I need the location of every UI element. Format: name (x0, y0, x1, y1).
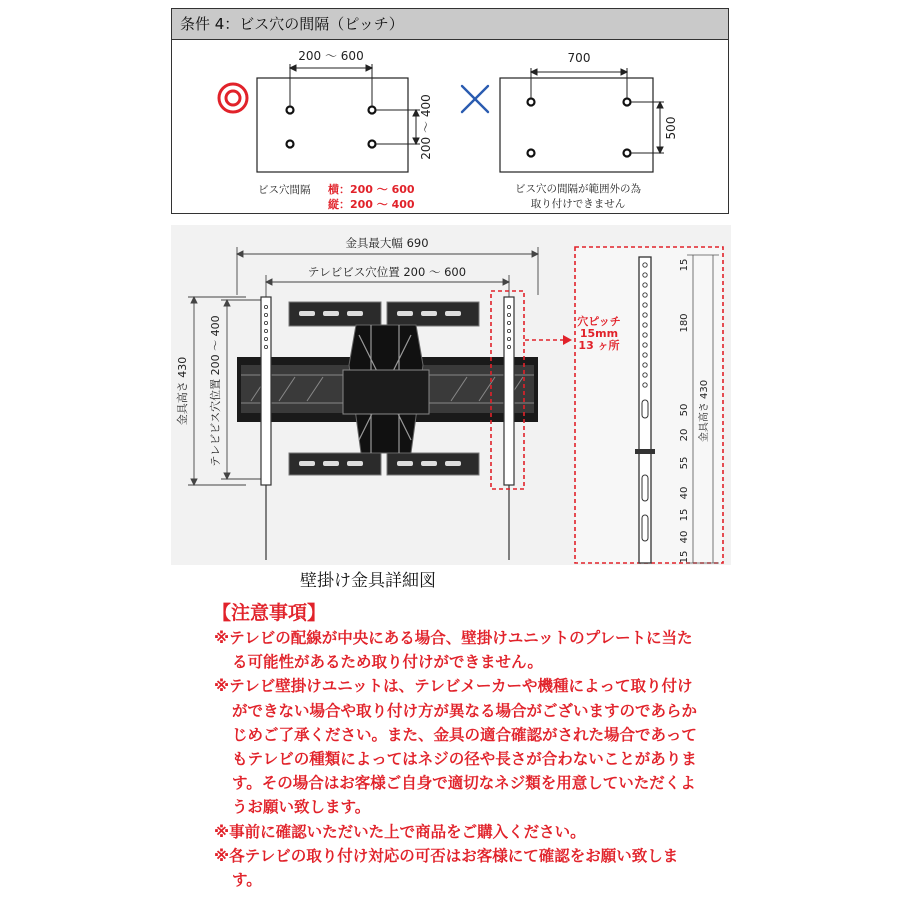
arm-height-label: 金具高さ 430 (699, 379, 710, 443)
good-caption-v: 縦：200 ～ 400 (328, 198, 415, 211)
arm-dim-1: 15 (679, 258, 690, 272)
bad-caption-line1: ビス穴の間隔が範囲外の為 (515, 183, 641, 195)
caution-list (214, 626, 704, 892)
pitch-label-2: 15mm (579, 327, 619, 340)
condition-header: 条件 4：ビス穴の間隔（ピッチ） (172, 9, 728, 40)
caution-item: ※テレビ壁掛けユニットは、テレビメーカーや機種によって取り付けができない場合や取り付け方が異なる場合がございますのであらかじめご了承ください。また、金具の適合確認がされた場合であってもテレビの種類によってはネジの径や長さが合わないことがあります。その場合はお客様ご自身で適切なネジ類を用意していただくようお願い致します。 (214, 677, 698, 817)
height-label: 金具高さ 430 (176, 356, 189, 426)
mount-detail-diagram (171, 225, 731, 565)
pitch-label-3: 13 ヶ所 (578, 339, 620, 352)
arm-dim-9: 15 (679, 550, 690, 564)
arm-dim-4: 20 (679, 428, 690, 442)
good-h-dim: 200 ～ 600 (298, 49, 364, 63)
good-plate (257, 78, 408, 172)
good-v-dim: 200 ～ 400 (419, 94, 433, 160)
ng-cross-icon (462, 86, 488, 112)
bad-v-dim: 500 (664, 116, 678, 140)
arm-dim-3: 50 (679, 403, 690, 417)
arm-dim-6: 40 (679, 486, 690, 500)
tv-hole-vpos-label: テレビビス穴位置 200 ～ 400 (209, 315, 222, 467)
condition-panel (171, 8, 729, 214)
good-caption-label: ビス穴間隔 (258, 184, 311, 196)
ok-mark-icon (219, 84, 247, 112)
arm-dim-2: 180 (679, 313, 690, 333)
pitch-label-1: 穴ピッチ (577, 315, 621, 328)
caution-title: 【注意事項】 (212, 602, 327, 624)
arm-dim-8: 40 (679, 530, 690, 544)
caution-item: ※事前に確認いただいた上で商品をご購入ください。 (214, 822, 586, 841)
tv-hole-pos-label: テレビビス穴位置 200 ～ 600 (307, 265, 467, 279)
arm-dim-7: 15 (679, 508, 690, 522)
bad-caption-line2: 取り付けできません (530, 198, 626, 210)
caution-item: ※テレビの配線が中央にある場合、壁掛けユニットのプレートに当たる可能性があるため取り付けができません。 (214, 629, 693, 672)
caution-item: ※各テレビの取り付け対応の可否はお客様にて確認をお願い致します。 (214, 846, 679, 890)
pitch-diagrams (172, 40, 728, 214)
diagram-caption: 壁掛け金具詳細図 (300, 571, 436, 591)
arm-center-block (343, 370, 429, 414)
arm-dim-5: 55 (679, 456, 690, 470)
max-width-label: 金具最大幅 690 (345, 236, 429, 250)
bad-plate (500, 78, 653, 172)
bad-h-dim: 700 (567, 51, 591, 65)
good-caption-h: 横：200 ～ 600 (328, 183, 415, 196)
